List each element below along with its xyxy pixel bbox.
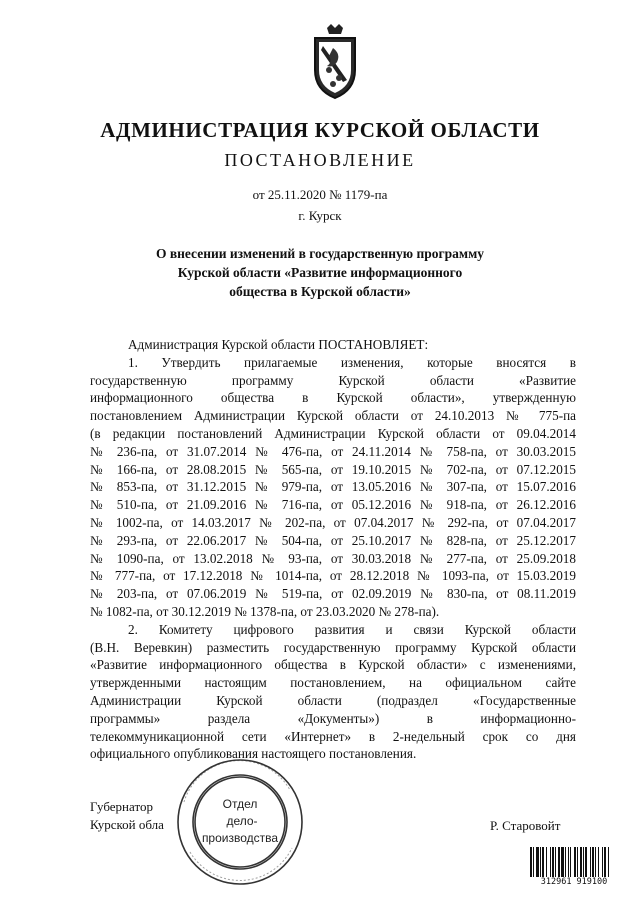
body-line: «Развитие информационного общества в Курской области» с изменениями, — [90, 657, 576, 673]
body-line: № 853-па, от 31.12.2015 № 979-па, от 13.05.2016 № 307-па, от 15.07.2016 — [90, 479, 576, 495]
office-stamp — [170, 752, 310, 892]
body-line: № 1090-па, от 13.02.2018 № 93-па, от 30.03.2018 № 277-па, от 25.09.2018 — [90, 550, 576, 566]
body-line: (в редакции постановлений Администрации Курской области от 09.04.2014 — [90, 425, 576, 441]
body-line: 1. Утвердить прилагаемые изменения, которые вносятся в — [128, 354, 576, 370]
body-line: информационного общества в Курской области», утвержденную — [90, 390, 576, 406]
body-line: № 166-па, от 28.08.2015 № 565-па, от 19.10.2015 № 702-па, от 07.12.2015 — [90, 461, 576, 477]
organization-title: АДМИНИСТРАЦИЯ КУРСКОЙ ОБЛАСТИ — [100, 118, 540, 142]
body-line: Администрация Курской области ПОСТАНОВЛЯЕТ: — [128, 337, 429, 352]
body-line: № 1082-па, от 30.12.2019 № 1378-па, от 23.03.2020 № 278-па). — [90, 603, 440, 619]
stamp-line: производства — [201, 831, 279, 845]
body-line: официального опубликования настоящего постановления. — [90, 746, 417, 762]
body-line: 2. Комитету цифрового развития и связи Курской области — [128, 621, 576, 637]
document-type: ПОСТАНОВЛЕНИЕ — [224, 150, 416, 170]
body-line: программы» раздела «Документы») в информационно- — [90, 710, 576, 726]
stamp-line: дело- — [226, 814, 258, 828]
body-line: утвержденными настоящим постановлением, на официальном сайте — [90, 675, 576, 691]
body-line: государственную программу Курской области «Развитие — [90, 372, 576, 388]
barcode-number: 312961 919100 — [528, 877, 620, 887]
signatory-title-line: Курской обла — [90, 817, 164, 832]
document-city: г. Курск — [298, 208, 342, 223]
body-line: телекоммуникационной сети «Интернет» в 2-недельный срок со дня — [90, 728, 576, 744]
subject-line: О внесении изменений в государственную программу — [155, 246, 485, 261]
signatory-title — [90, 798, 164, 834]
signatory-title-line: Губернатор — [90, 799, 153, 814]
body-line: № 293-па, от 22.06.2017 № 504-па, от 25.10.2017 № 828-па, от 25.12.2017 — [90, 532, 576, 548]
body-line: № 777-па, от 17.12.2018 № 1014-па, от 28.12.2018 № 1093-па, от 15.03.2019 — [90, 568, 576, 584]
body-line: № 510-па, от 21.09.2016 № 716-па, от 05.12.2016 № 918-па, от 26.12.2016 — [90, 497, 576, 513]
document-date-number: от 25.11.2020 № 1179-па — [252, 187, 388, 202]
body-line: № 203-па, от 07.06.2019 № 519-па, от 02.09.2019 № 830-па, от 08.11.2019 — [90, 586, 576, 602]
stamp-line: Отдел — [222, 797, 258, 811]
subject-line: Курской области «Развитие информационного — [177, 265, 463, 280]
body-line: № 236-па, от 31.07.2014 № 476-па, от 24.11.2014 № 758-па, от 30.03.2015 — [90, 443, 576, 459]
document-subject — [0, 244, 640, 301]
body-line: Администрации Курской области (подраздел «Государственные — [90, 692, 576, 708]
body-line: (В.Н. Веревкин) разместить государственную программу Курской области — [90, 639, 576, 655]
body-line: постановлением Администрации Курской области от 24.10.2013 № 775-па — [90, 408, 576, 424]
document-body — [90, 336, 576, 763]
subject-line: общества в Курской области» — [229, 284, 411, 299]
coat-of-arms-emblem — [307, 22, 363, 102]
body-line: № 1002-па, от 14.03.2017 № 202-па, от 07.04.2017 № 292-па, от 07.04.2017 — [90, 514, 576, 530]
signatory-name: Р. Старовойт — [490, 818, 561, 833]
